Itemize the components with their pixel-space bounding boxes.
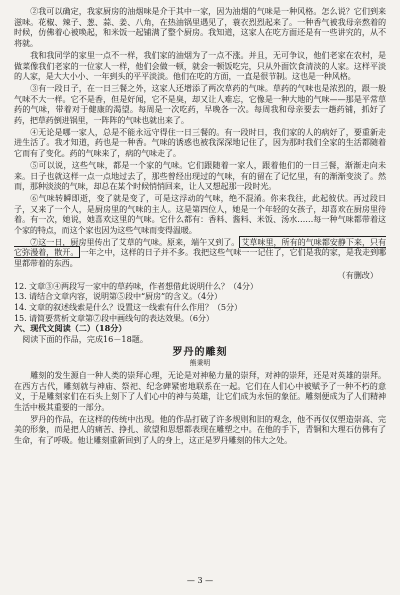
question-12: 12. 文章③④两段写一家中的草药味，作者想借此说明什么？（4分）: [14, 280, 258, 291]
source-note: （有删改）: [337, 269, 378, 280]
paragraph-7: [14, 237, 386, 269]
paragraph-4: ④无论是哪一家人，总是不能永远守得住一日三餐的。有一段时日，我们家的人的病好了，要重新走进生活了。我才知道，药也是一种香。气味的诱惑也被我深深地记住了，因为那时我们全家的生活都随着它而有了变化。药的气味来了，病的气味走了。: [14, 126, 386, 159]
question-14: 14. 文章的叙述线索是什么？设置这一线索有什么作用？（5分）: [14, 301, 242, 312]
paragraph-2b: 我和我同学的家里一点不一样，我们家的油烟为了一点不涨。并且，无可争议，他们老家在农村，是做菜像我们老家的一位家人一样，他们会做一顿，就会一顿饭吃完，只从外面饮食清淡的人家。这样平淡的人家，是大大小小、一年到头的平平淡淡。他们在吃的方面，一直是很节制。这也是一种风格。: [14, 49, 386, 82]
paragraph-5: ⑤可以说，这些气味，都是一个家的气味。它们跟随着一家人，跟着他们的一日三餐，渐渐走向未来。日子也就这样一点一点地过去了，那些曾经出现过的气味，有的留在了记忆里，有的渐渐变淡了。然而，那种淡淡的气味，却总在某个时候悄悄回来，让人又想起那一段时光。: [14, 159, 386, 192]
question-13: 13. 请结合文章内容，说明第⑤段中“厨房”的含义。（4分）: [14, 291, 222, 302]
article-b-paragraph-2: 罗丹的作品，在这样的传统中出现。他的作品打破了许多规则和旧的观念，他不再仅仅塑造崇高、完美的形象，而是把人的痛苦、挣扎、欲望和思想都表现在雕塑之中。在他的手下，青铜和大理石仿佛有了生命，有了呼吸。他让雕刻重新回到了人的身上，这正是罗丹雕刻的伟大之处。: [14, 413, 386, 446]
paragraph-3: ③有一段日子，在一日三餐之外，这家人还增添了两次草药的气味。草药的气味也是浓烈的，跟一般气味不大一样。它不是香，但是好闻，它不是臭，却又让人难忘，它像是一种大地的气味——那是平常草药的气味，带着对于健康的渴望。每周是一次吃药，早晚各一次。每周我和母亲要去一趟药铺，抓好了药，把草药倒进锅里，一阵阵的气味也就出来了。: [14, 82, 386, 126]
section-instruction: 阅读下面的作品，完成16－18题。: [22, 334, 148, 345]
paragraph-2a: ②我可以确定，我家厨房的油烟味是介于其中一家，因为油烟的气味是一种风格。怎么说？它们到来滋味。花椒、辣子、葱、蒜、姜、八角，在热油锅里遇见了，蓑衣烈烈起来了。一种香气被我母亲熬着的时候，仿佛着心被唤起，和米饭一起铺满了整个厨房。我知道，这家人在吃方面还是有一些讲究的，从不将就。: [14, 6, 386, 49]
paragraph-7-lead: ⑦这一日，厨房里传出了艾草的气味。原来，端午又到了。: [30, 236, 240, 247]
question-15: 15. 请简要赏析文章第⑦段中画线句的表达效果。（6分）: [14, 312, 214, 323]
paragraph-7-tail: 一年之中，这样的日子并不多。我把这些气味一一记住了，它们是我的家，是我走到哪里都带着的东西。: [14, 247, 386, 269]
article-b-paragraph-1: 雕刻的发生源自一种人类的崇拜心理，无论是对神秘力量的崇拜，对神的崇拜，还是对英雄的崇拜。在西方古代，雕刻就与神庙、祭祀、纪念碑紧密地联系在一起。它们在人们心中被赋予了一种不朽的意义，于是雕刻家们在石头上刻下了人们心中的神与英雄，让它们成为永恒的象征。雕刻便成为了人们精神生活中极其重要的一部分。: [14, 369, 386, 412]
article-author: 熊秉明: [189, 358, 211, 367]
paragraph-6: ⑥气味转瞬即逝，变了就是变了，可是这浮动的气味，绝不混淆。你来我往，此起彼伏。再过段日子，又来了一个人，是厨房里的气味的主人。这是第四位人，她是一个年轻的女孩子，却喜欢在厨房里待着。有一次，她说，她喜欢这里的气味。它什么都有：香料、酱料、米饭、汤水……每一种气味都带着这个家的特点，而这个家也因为这些气味而变得温暖。: [14, 192, 386, 236]
section-heading: 六、现代文阅读（二）（18分）: [14, 323, 127, 334]
page-number: — 3 —: [186, 576, 214, 585]
boxed-sentence: 艾草味里，所有的气味都安静下来，只有它弥漫着，散开。: [14, 236, 386, 258]
article-title: 罗丹的雕刻: [172, 346, 228, 358]
